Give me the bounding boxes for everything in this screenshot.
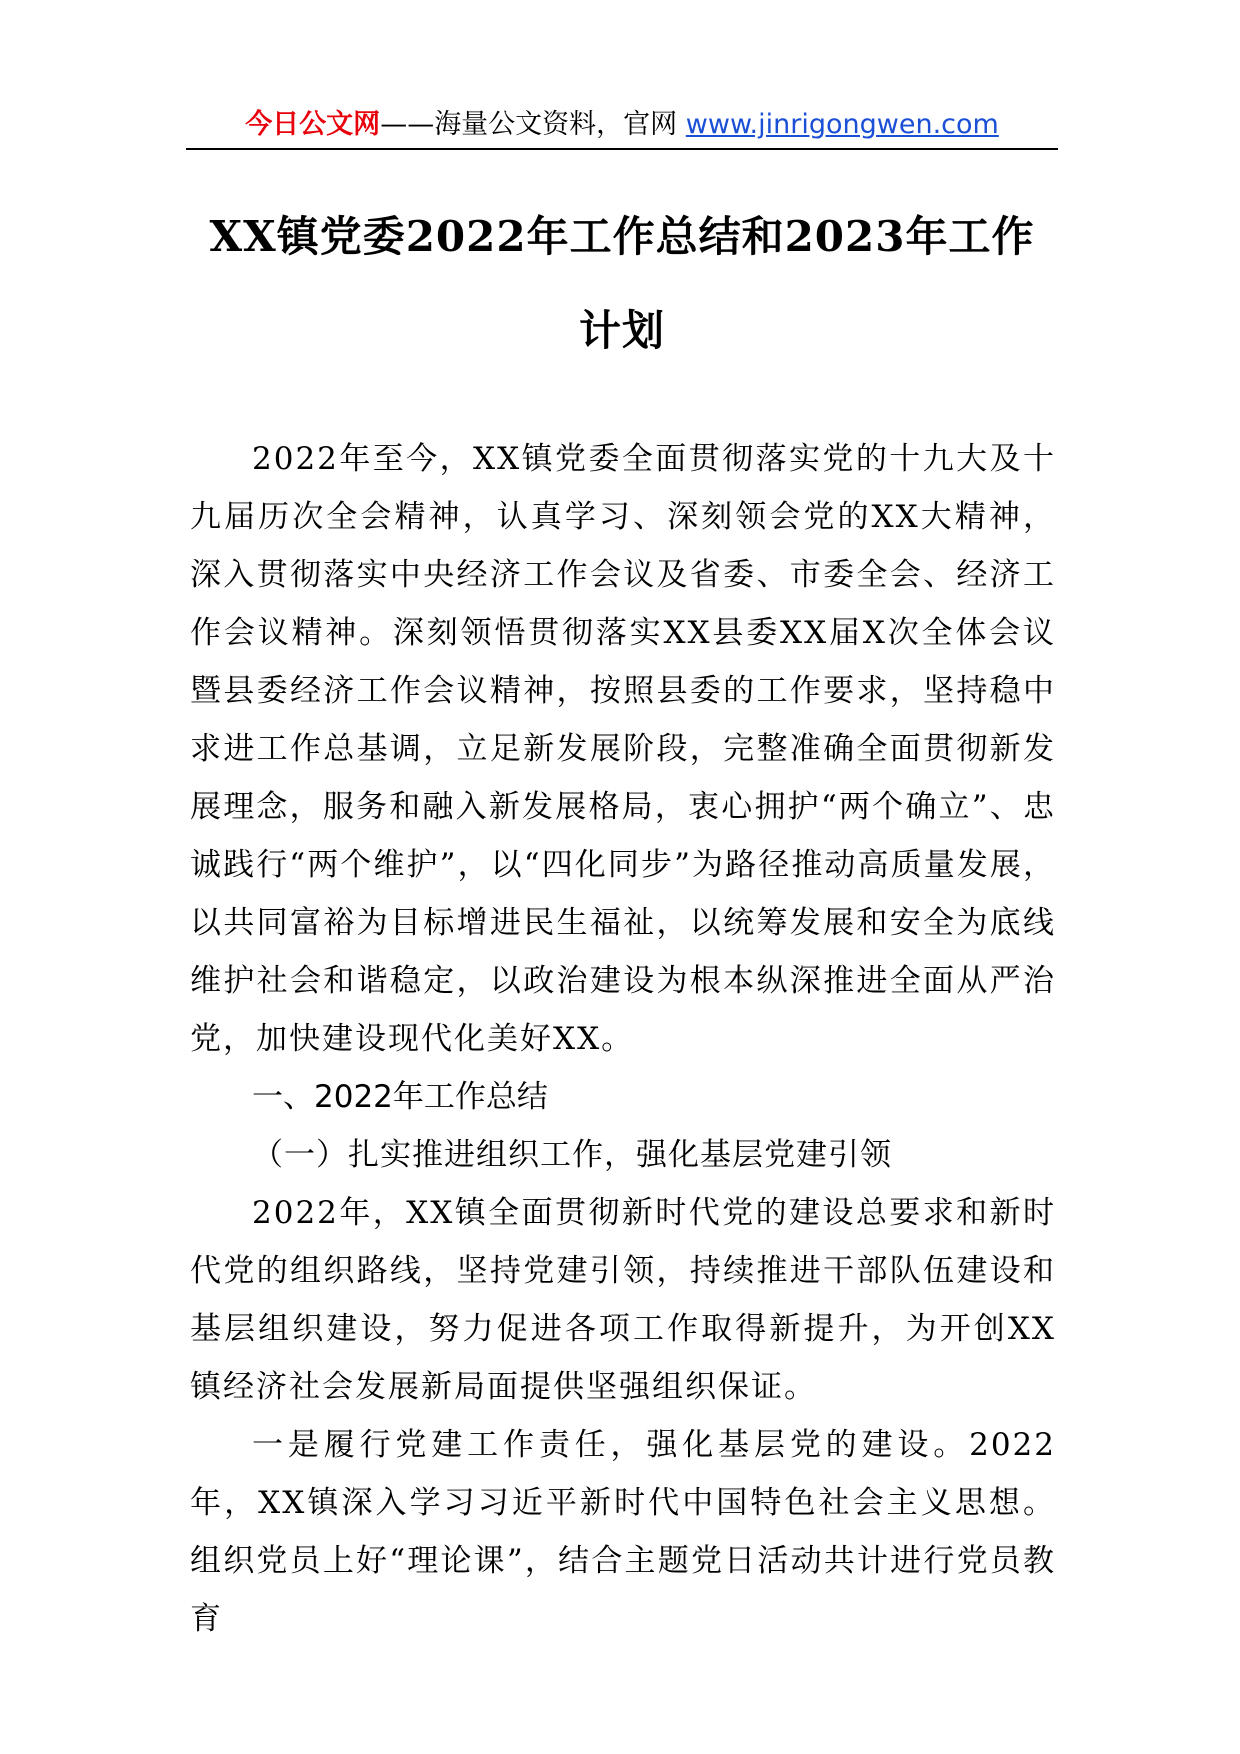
subsection-heading: （一）扎实推进组织工作，强化基层党建引领 (252, 1137, 892, 1173)
site-tagline: ——海量公文资料，官网 (380, 109, 686, 140)
site-header (186, 104, 1058, 146)
header-divider (186, 148, 1058, 150)
intro-paragraph: 2022年至今，XX镇党委全面贯彻落实党的十九大及十九届历次全会精神，认真学习、深刻领会党的XX大精神，深入贯彻落实中央经济工作会议及省委、市委全会、经济工作会议精神。深刻领悟贯彻落实XX县委XX届X次全体会议暨县委经济工作会议精神，按照县委的工作要求，坚持稳中求进工作总基调，立足新发展阶段，完整准确全面贯彻新发展理念，服务和融入新发展格局，衷心拥护“两个确立”、忠诚践行“两个维护”，以“四化同步”为路径推动高质量发展，以共同富裕为目标增进民生福祉，以统筹发展和安全为底线维护社会和谐稳定，以政治建设为根本纵深推进全面从严治党，加快建设现代化美好XX。 (190, 441, 1056, 1057)
site-brand: 今日公文网 (245, 109, 381, 140)
site-url-link[interactable]: www.jinrigongwen.com (685, 109, 999, 140)
title-line-2: 计划 (578, 306, 665, 355)
body-paragraph-3: 一是履行党建工作责任，强化基层党的建设。2022年，XX镇深入学习习近平新时代中国特色社会主义思想。组织党员上好“理论课”，结合主题党日活动共计进行党员教育 (190, 1427, 1056, 1637)
title-line-1: XX镇党委2022年工作总结和2023年工作 (209, 212, 1035, 261)
body-paragraph-2: 2022年，XX镇全面贯彻新时代党的建设总要求和新时代党的组织路线，坚持党建引领，持续推进干部队伍建设和基层组织建设，努力促进各项工作取得新提升，为开创XX镇经济社会发展新局面提供坚强组织保证。 (190, 1195, 1056, 1405)
document-title (186, 190, 1058, 378)
document-body (190, 430, 1056, 1648)
section-heading: 一、2022年工作总结 (252, 1079, 548, 1115)
